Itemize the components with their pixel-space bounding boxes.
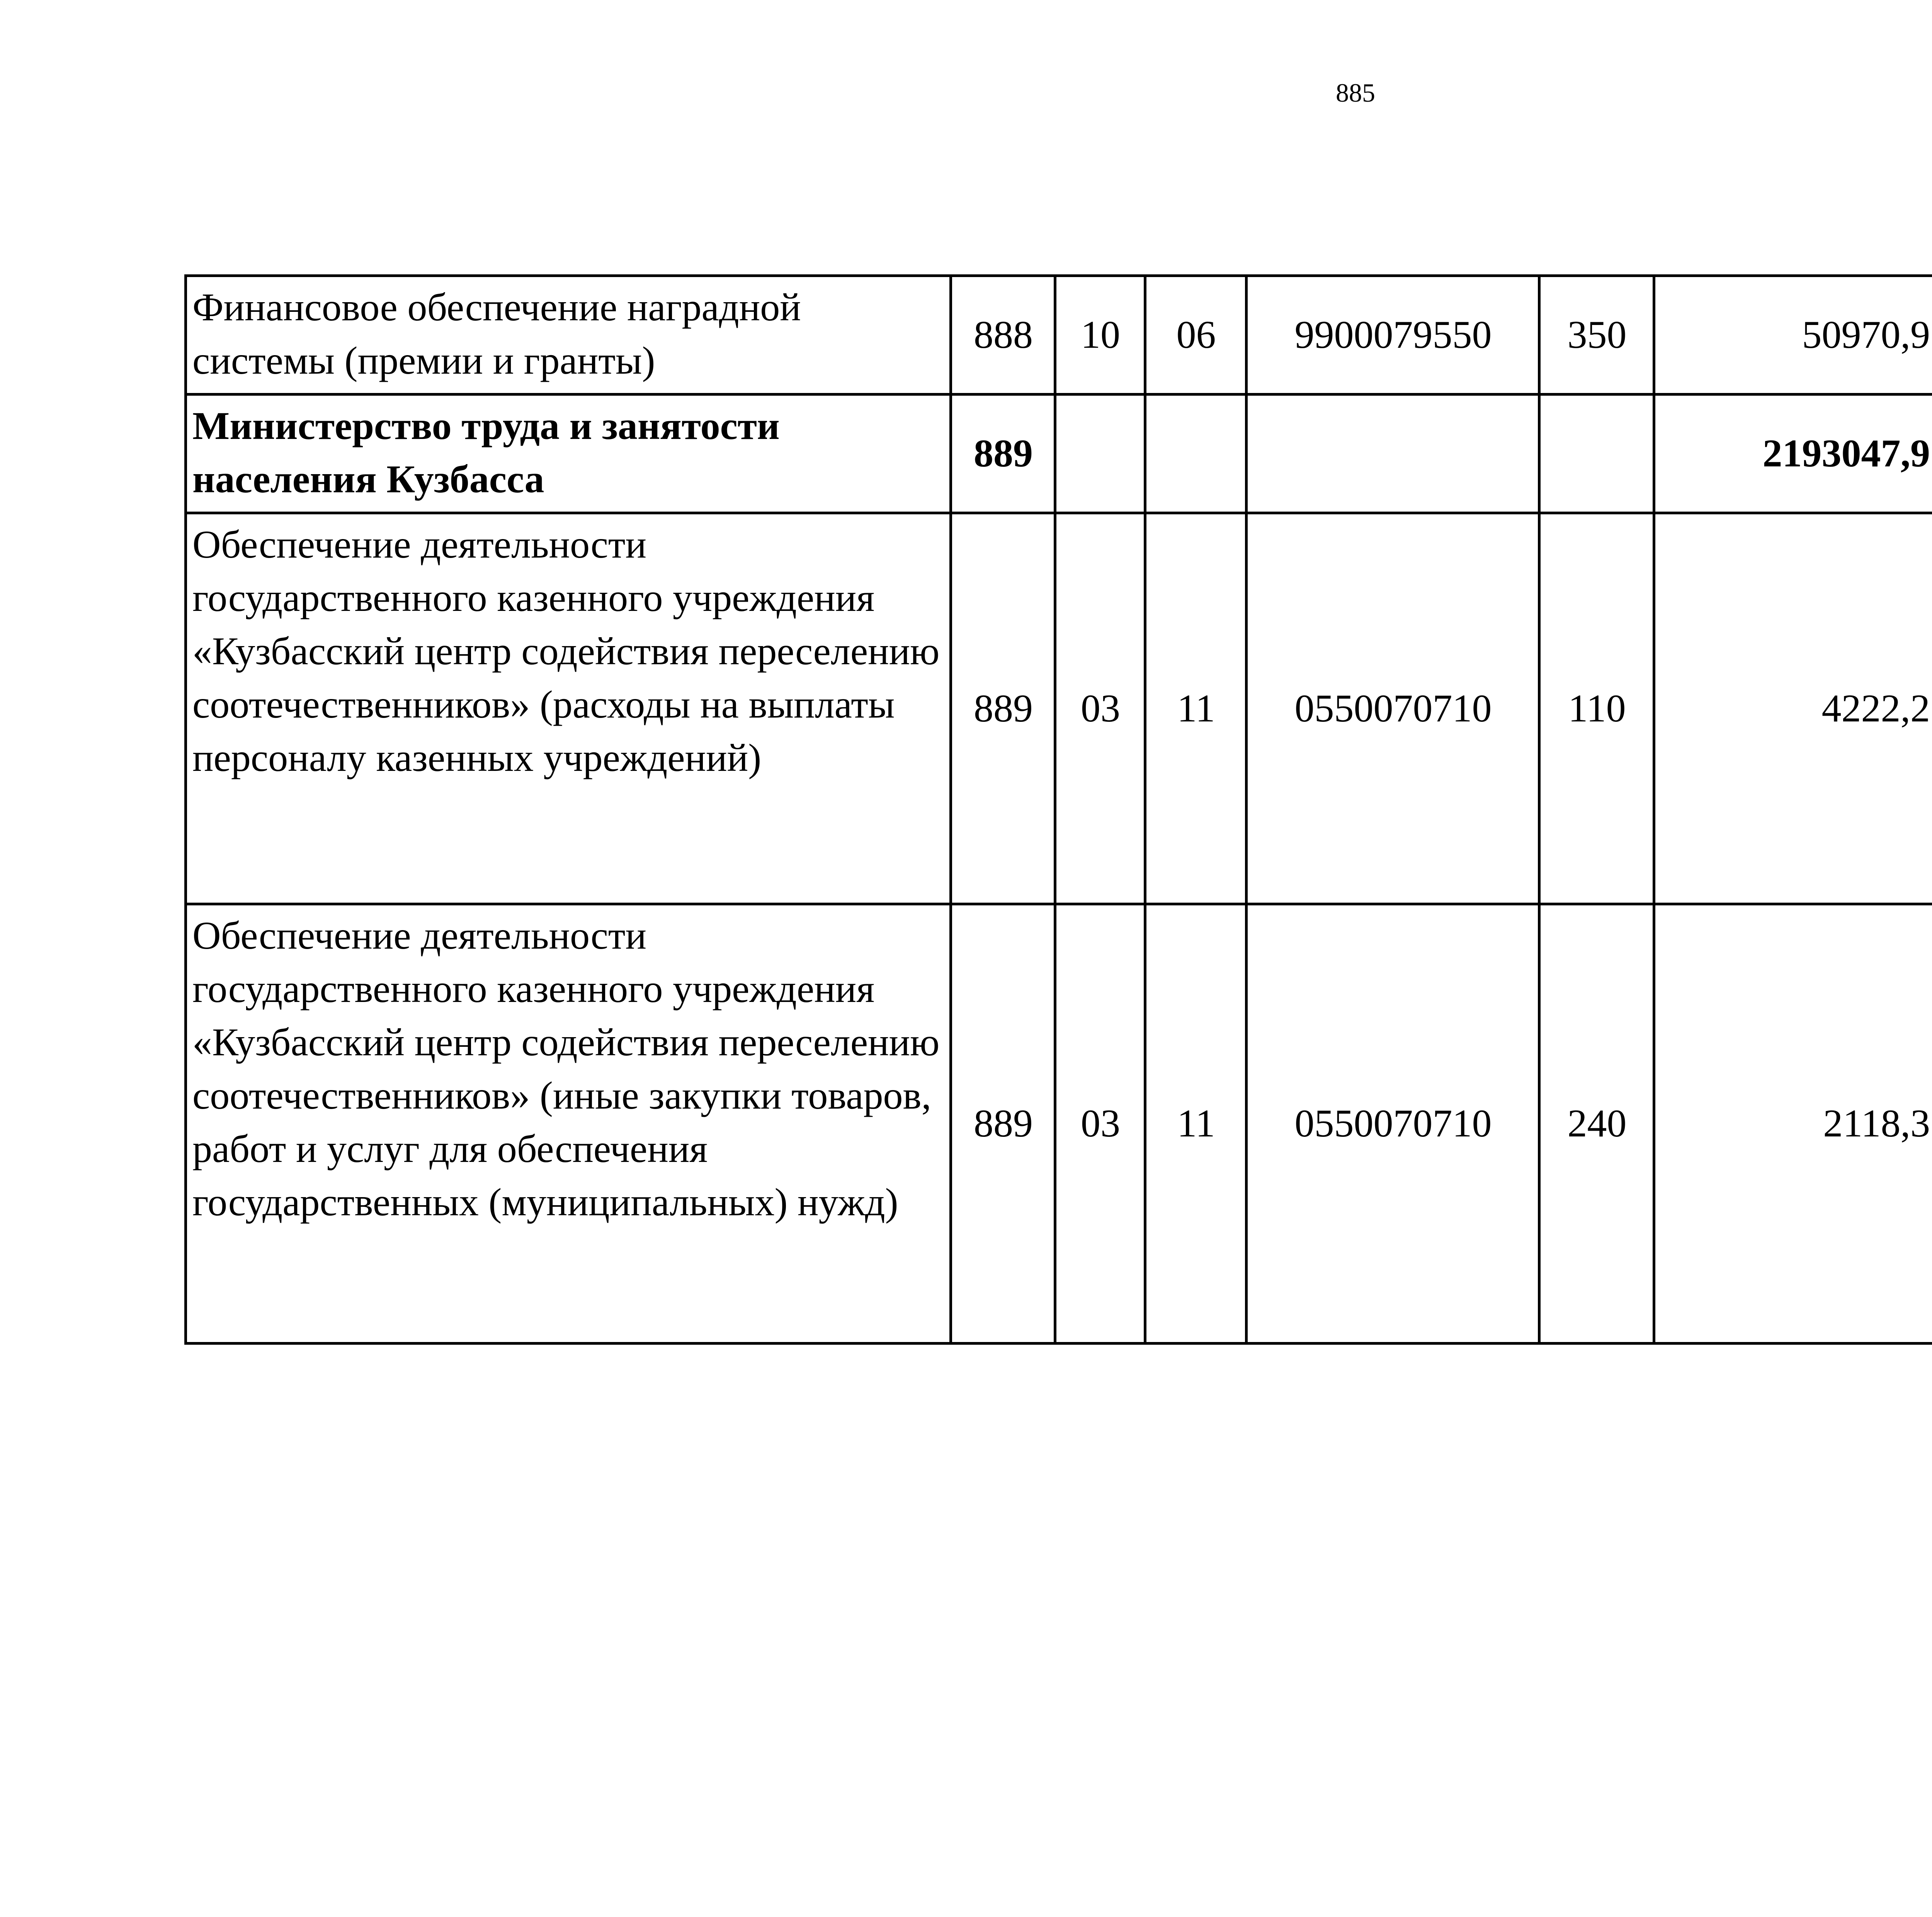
department-code: 889 <box>951 395 1055 513</box>
table-row <box>186 395 1932 513</box>
expense-type-code: 240 <box>1539 904 1654 1344</box>
target-article-code: 0550070710 <box>1247 513 1539 904</box>
amount-year-1: 2193047,9 <box>1654 395 1932 513</box>
amount-year-1: 2118,3 <box>1654 904 1932 1344</box>
target-article-code: 9900079550 <box>1247 276 1539 395</box>
target-article-code: 0550070710 <box>1247 904 1539 1344</box>
department-code: 888 <box>951 276 1055 395</box>
expense-type-code <box>1539 395 1654 513</box>
table-row <box>186 904 1932 1344</box>
amount-year-1: 4222,2 <box>1654 513 1932 904</box>
department-code: 889 <box>951 904 1055 1344</box>
table-row <box>186 276 1932 395</box>
subsection-code: 06 <box>1145 276 1247 395</box>
budget-table <box>184 274 1932 1345</box>
subsection-code: 11 <box>1145 513 1247 904</box>
section-code: 03 <box>1055 904 1145 1344</box>
page-number: 885 <box>1336 78 1375 107</box>
department-code: 889 <box>951 513 1055 904</box>
section-code: 10 <box>1055 276 1145 395</box>
section-code: 03 <box>1055 513 1145 904</box>
expense-name: Обеспечение деятельности государственного казенного учреждения «Кузбасский центр содействия переселению соотечественников» (иные закупки товаров, работ и услуг для обеспечения государственных (муниципальных) нужд) <box>186 904 951 1344</box>
table-row <box>186 513 1932 904</box>
expense-name: Министерство труда и занятости населения Кузбасса <box>186 395 951 513</box>
subsection-code <box>1145 395 1247 513</box>
expense-name: Финансовое обеспечение наградной системы (премии и гранты) <box>186 276 951 395</box>
expense-type-code: 350 <box>1539 276 1654 395</box>
expense-name: Обеспечение деятельности государственного казенного учреждения «Кузбасский центр содействия переселению соотечественников» (расходы на выплаты персоналу казенных учреждений) <box>186 513 951 904</box>
subsection-code: 11 <box>1145 904 1247 1344</box>
amount-year-1: 50970,9 <box>1654 276 1932 395</box>
section-code <box>1055 395 1145 513</box>
target-article-code <box>1247 395 1539 513</box>
expense-type-code: 110 <box>1539 513 1654 904</box>
